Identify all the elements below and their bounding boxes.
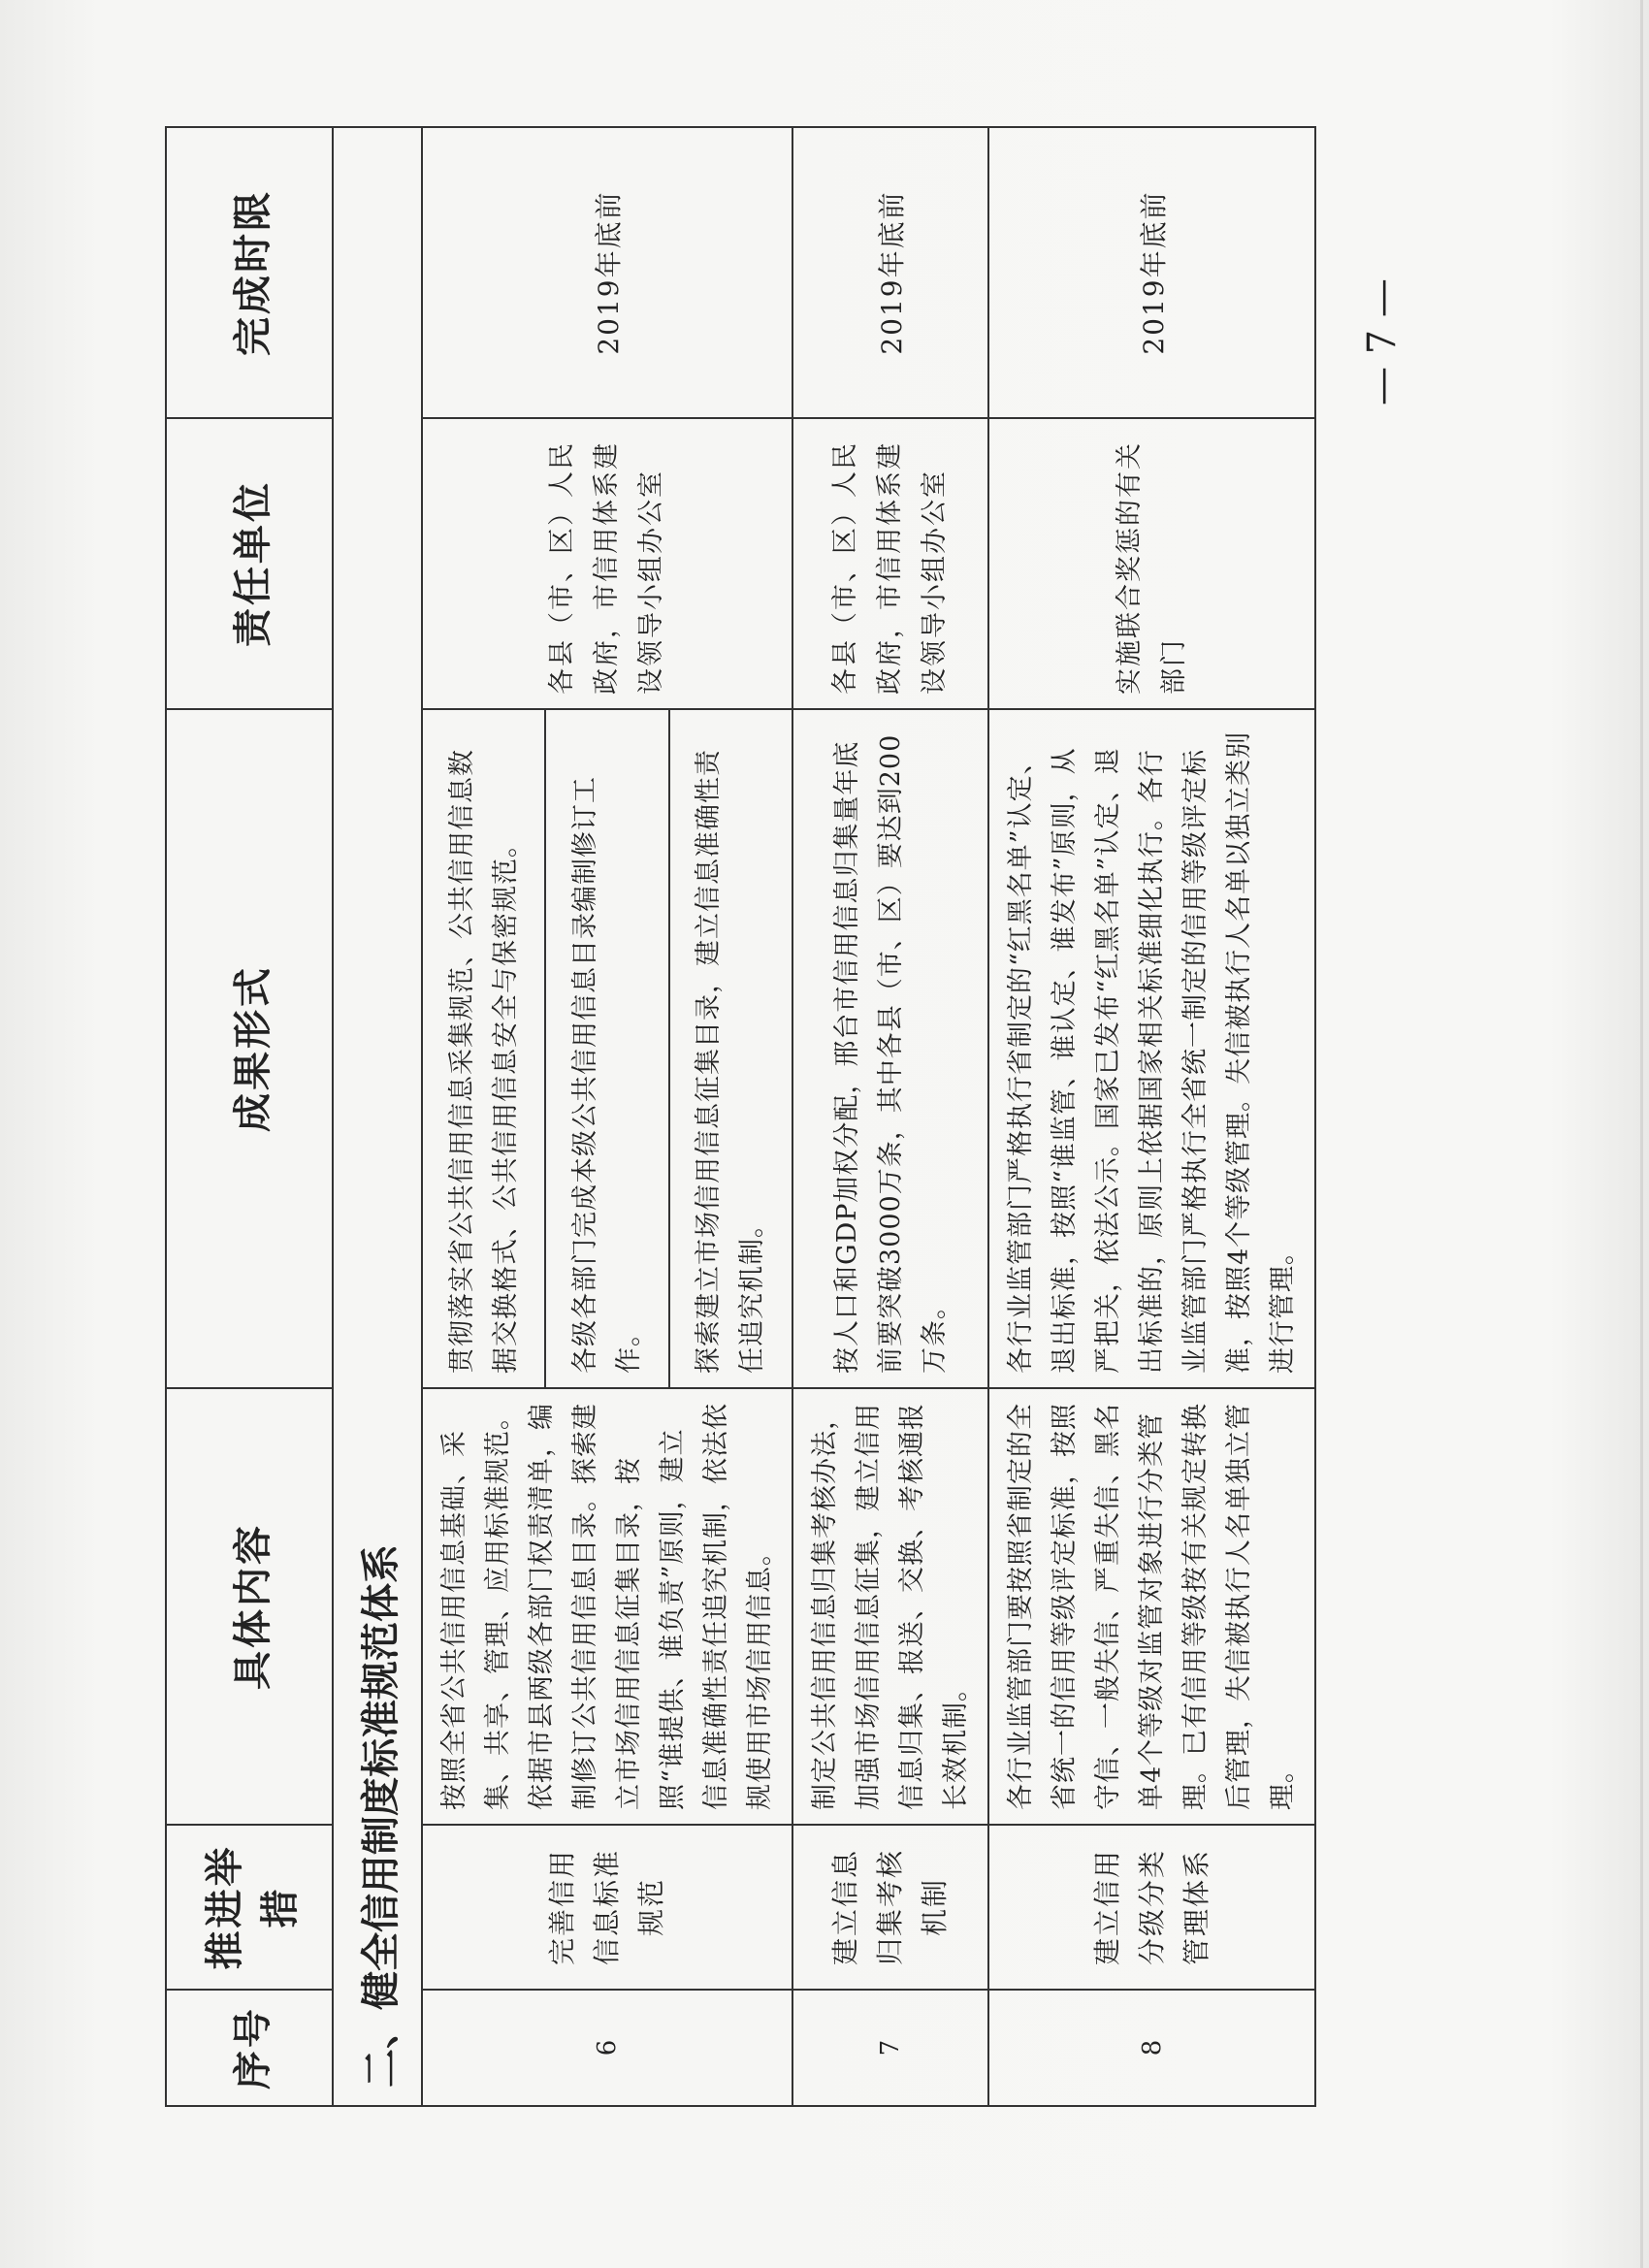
header-deadline: 完成时限 [166, 127, 333, 418]
row-result: 各级各部门完成本级公共信用信息目录编制修订工作。 [545, 709, 668, 1388]
page-number: — 7 — [1360, 278, 1405, 405]
header-no: 序号 [166, 1990, 333, 2106]
row-result: 探索建立市场信用信息征集目录，建立信息准确性责任追究机制。 [669, 709, 792, 1388]
row-content: 各行业监管部门要按照省制定的全省统一的信用等级评定标准，按照守信、一般失信、严重失信、黑名单4个等级对监管对象进行分类管理。已有信用等级按有关规定转换后管理，失信被执行人名单独立管理。 [988, 1388, 1315, 1825]
section-row [333, 127, 422, 2106]
row-unit: 各县（市、区）人民政府，市信用体系建设领导小组办公室 [792, 418, 988, 709]
table-header-row [166, 127, 333, 2106]
row-unit: 实施联合奖惩的有关部门 [988, 418, 1315, 709]
row-result: 各行业监管部门严格执行省制定的“红黑名单”认定、退出标准，按照“谁监管、谁认定、谁发布”原则，从严把关，依法公示。国家已发布“红黑名单”认定、退出标准的，原则上依据国家相关标准细化执行。各行业监管部门严格执行全省统一制定的信用等级评定标准，按照4个等级管理。失信被执行人名单以独立类别进行管理。 [988, 709, 1315, 1388]
section-title: 二、健全信用制度标准规范体系 [333, 127, 422, 2106]
row-content: 按照全省公共信用信息基础、采集、共享、管理、应用标准规范。依据市县两级各部门权责清单，编制修订公共信用信息目录。探索建立市场信用信息征集目录，按照“谁提供、谁负责”原则，建立信息准确性责任追究机制，依法依规使用市场信用信息。 [422, 1388, 792, 1825]
task-table [165, 126, 1316, 2107]
header-measure: 推进举措 [166, 1825, 333, 1990]
row-result: 贯彻落实省公共信用信息采集规范、公共信用信息数据交换格式、公共信用信息安全与保密规范。 [422, 709, 545, 1388]
row-deadline: 2019年底前 [422, 127, 792, 418]
header-content: 具体内容 [166, 1388, 333, 1825]
table-row [988, 127, 1315, 2106]
row-number: 7 [792, 1990, 988, 2106]
header-unit: 责任单位 [166, 418, 333, 709]
row-deadline: 2019年底前 [988, 127, 1315, 418]
table-row [792, 127, 988, 2106]
row-content: 制定公共信用信息归集考核办法，加强市场信用信息征集，建立信用信息归集、报送、交换、考核通报长效机制。 [792, 1388, 988, 1825]
row-deadline: 2019年底前 [792, 127, 988, 418]
row-number: 8 [988, 1990, 1315, 2106]
row-measure: 建立信息归集考核机制 [792, 1825, 988, 1990]
table-row [422, 127, 545, 2106]
row-result: 按人口和GDP加权分配，邢台市信用信息归集量年底前要突破3000万条，其中各县（市、区）要达到200万条。 [792, 709, 988, 1388]
row-number: 6 [422, 1990, 792, 2106]
rotated-table-area [165, 128, 1300, 2107]
row-unit: 各县（市、区）人民政府，市信用体系建设领导小组办公室 [422, 418, 792, 709]
page-edge-shadow [1640, 0, 1643, 2268]
row-measure: 完善信用信息标准规范 [422, 1825, 792, 1990]
row-measure: 建立信用分级分类管理体系 [988, 1825, 1315, 1990]
header-result: 成果形式 [166, 709, 333, 1388]
